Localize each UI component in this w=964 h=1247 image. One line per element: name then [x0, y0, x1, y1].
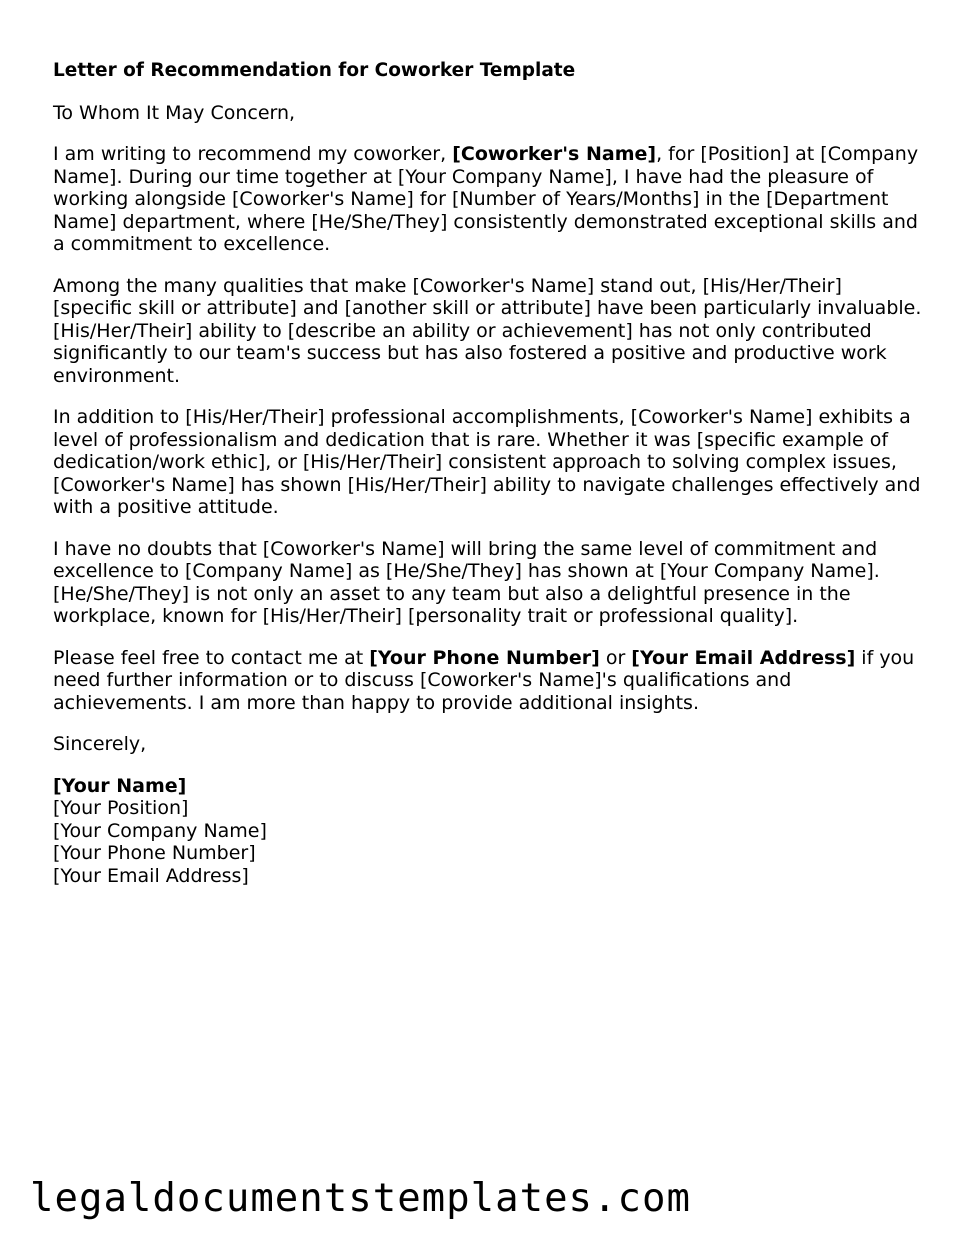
paragraph-contact: [53, 647, 923, 715]
letter-page: [53, 60, 923, 887]
signature-company: [Your Company Name]: [53, 819, 267, 842]
intro-text-a: I am writing to recommend my coworker,: [53, 143, 453, 165]
contact-text-a: Please feel free to contact me at: [53, 646, 370, 669]
signature-name-bold: [Your Name]: [53, 774, 187, 797]
contact-phone: [Your Phone Number]: [369, 646, 600, 669]
signature-name: [53, 775, 923, 798]
document-title: Letter of Recommendation for Coworker Template: [53, 60, 576, 81]
intro-coworker-name: [Coworker's Name]: [452, 143, 657, 165]
paragraph-professionalism: In addition to [His/Her/Their] professional accomplishments, [Coworker's Name] exhibits a level of professionalism and dedication that is rare. Whether it was [specific example of dedication/work ethic], or [His/Her/Their] consistent approach to solving complex issues, [Coworker's Name] has shown [His/Her/Their] ability to navigate challenges effectively and with a positive attitude.: [53, 406, 921, 518]
paragraph-qualities: Among the many qualities that make [Coworker's Name] stand out, [His/Her/Their] [specific skill or attribute] and [another skill or attribute] have been particularly invaluable. [His/Her/Their] ability to [describe an ability or achievement] has not only contributed significantly to our team's success but has also fostered a positive and productive work environment.: [53, 274, 922, 387]
signature-block: [53, 775, 923, 888]
salutation: To Whom It May Concern,: [53, 101, 296, 124]
signature-position: [Your Position]: [53, 797, 189, 819]
footer-watermark: legaldocumentstemplates.com: [30, 1176, 691, 1221]
intro-text-c: , for [Position] at [Company Name]. During our time together at [Your Company Name], I have had the pleasure of working alongside [Coworker's Name] for [Number of Years/Months] in the [Department Name] department, where [He/She/They] consistently demonstrated exceptional skills and a commitment to excellence.: [53, 143, 919, 255]
closing: Sincerely,: [53, 733, 147, 755]
paragraph-confidence: I have no doubts that [Coworker's Name] will bring the same level of commitment and excellence to [Company Name] as [He/She/They] has shown at [Your Company Name]. [He/She/They] is not only an asset to any team but also a delightful presence in the workplace, known for [His/Her/Their] [personality trait or professional quality].: [53, 537, 880, 627]
contact-text-e: if you need further information or to discuss [Coworker's Name]'s qualifications and achievements. I am more than happy to provide additional insights.: [53, 646, 915, 714]
contact-email: [Your Email Address]: [631, 646, 856, 669]
contact-text-c: or: [599, 646, 632, 669]
signature-phone: [Your Phone Number]: [53, 842, 256, 864]
paragraph-intro: [53, 143, 923, 256]
signature-email: [Your Email Address]: [53, 864, 249, 887]
